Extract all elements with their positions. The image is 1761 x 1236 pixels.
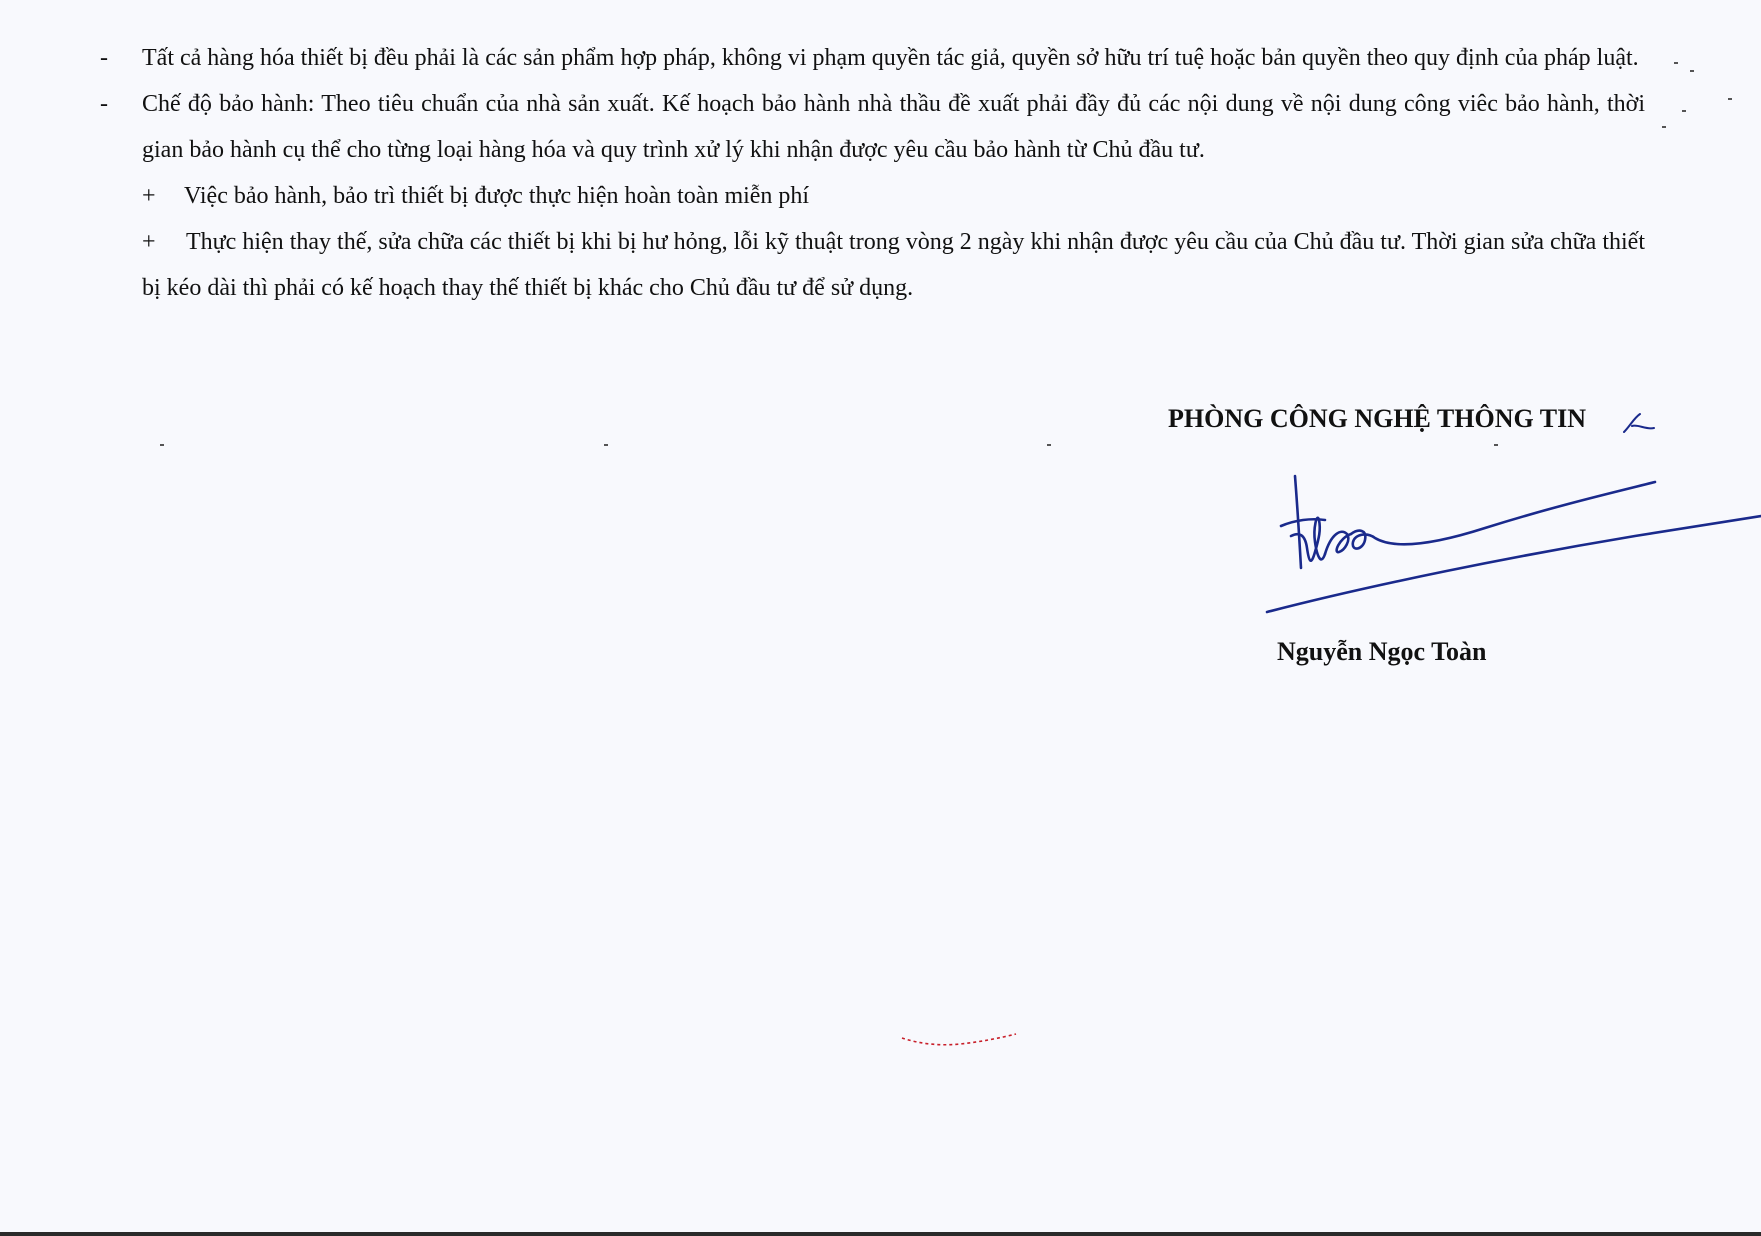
- bullet-text: Tất cả hàng hóa thiết bị đều phải là các sản phẩm hợp pháp, không vi phạm quyền tác giả, quyền sở hữu trí tuệ hoặc bản quyền theo quy định của pháp luật.: [142, 45, 1639, 71]
- sub-item-repair-timeline: [100, 219, 1645, 311]
- scan-speck: [1690, 70, 1694, 72]
- scan-speck: [1682, 110, 1686, 112]
- scan-speck: [1494, 444, 1498, 446]
- sub-item-text: Việc bảo hành, bảo trì thiết bị được thực hiện hoàn toàn miễn phí: [184, 183, 810, 209]
- scan-speck: [1674, 62, 1678, 64]
- scan-speck: [1662, 126, 1666, 128]
- sub-item-free-warranty: [100, 173, 1645, 219]
- handwritten-signature: [1255, 472, 1761, 622]
- bullet-item-legal-goods: [100, 35, 1645, 81]
- department-title: PHÒNG CÔNG NGHỆ THÔNG TIN: [1168, 404, 1586, 433]
- scan-bottom-edge: [0, 1232, 1761, 1236]
- sub-item-text: Thực hiện thay thế, sửa chữa các thiết bị khi bị hư hỏng, lỗi kỹ thuật trong vòng 2 ngày khi nhận được yêu cầu của Chủ đầu tư. Thời gian sửa chữa thiết bị kéo dài thì phải có kế hoạch thay thế thiết bị khác cho Chủ đầu tư để sử dụng.: [142, 229, 1645, 301]
- document-body: [100, 35, 1645, 311]
- red-stamp-fragment-icon: [900, 1030, 1020, 1050]
- bullet-text: Chế độ bảo hành: Theo tiêu chuẩn của nhà sản xuất. Kế hoạch bảo hành nhà thầu đề xuất phải đầy đủ các nội dung về nội dung công viêc bảo hành, thời gian bảo hành cụ thể cho từng loại hàng hóa và quy trình xử lý khi nhận được yêu cầu bảo hành từ Chủ đầu tư.: [142, 91, 1645, 163]
- bullet-marker: -: [100, 91, 108, 117]
- scan-speck: [1728, 98, 1732, 100]
- scan-speck: [160, 444, 164, 446]
- initial-mark-icon: [1620, 408, 1660, 438]
- sub-item-marker: +: [142, 229, 156, 255]
- sub-item-marker: +: [142, 183, 156, 209]
- signer-name: Nguyễn Ngọc Toàn: [1277, 637, 1487, 666]
- bullet-item-warranty-policy: [100, 81, 1645, 173]
- bullet-marker: -: [100, 45, 108, 71]
- scan-speck: [1047, 444, 1051, 446]
- scan-speck: [604, 444, 608, 446]
